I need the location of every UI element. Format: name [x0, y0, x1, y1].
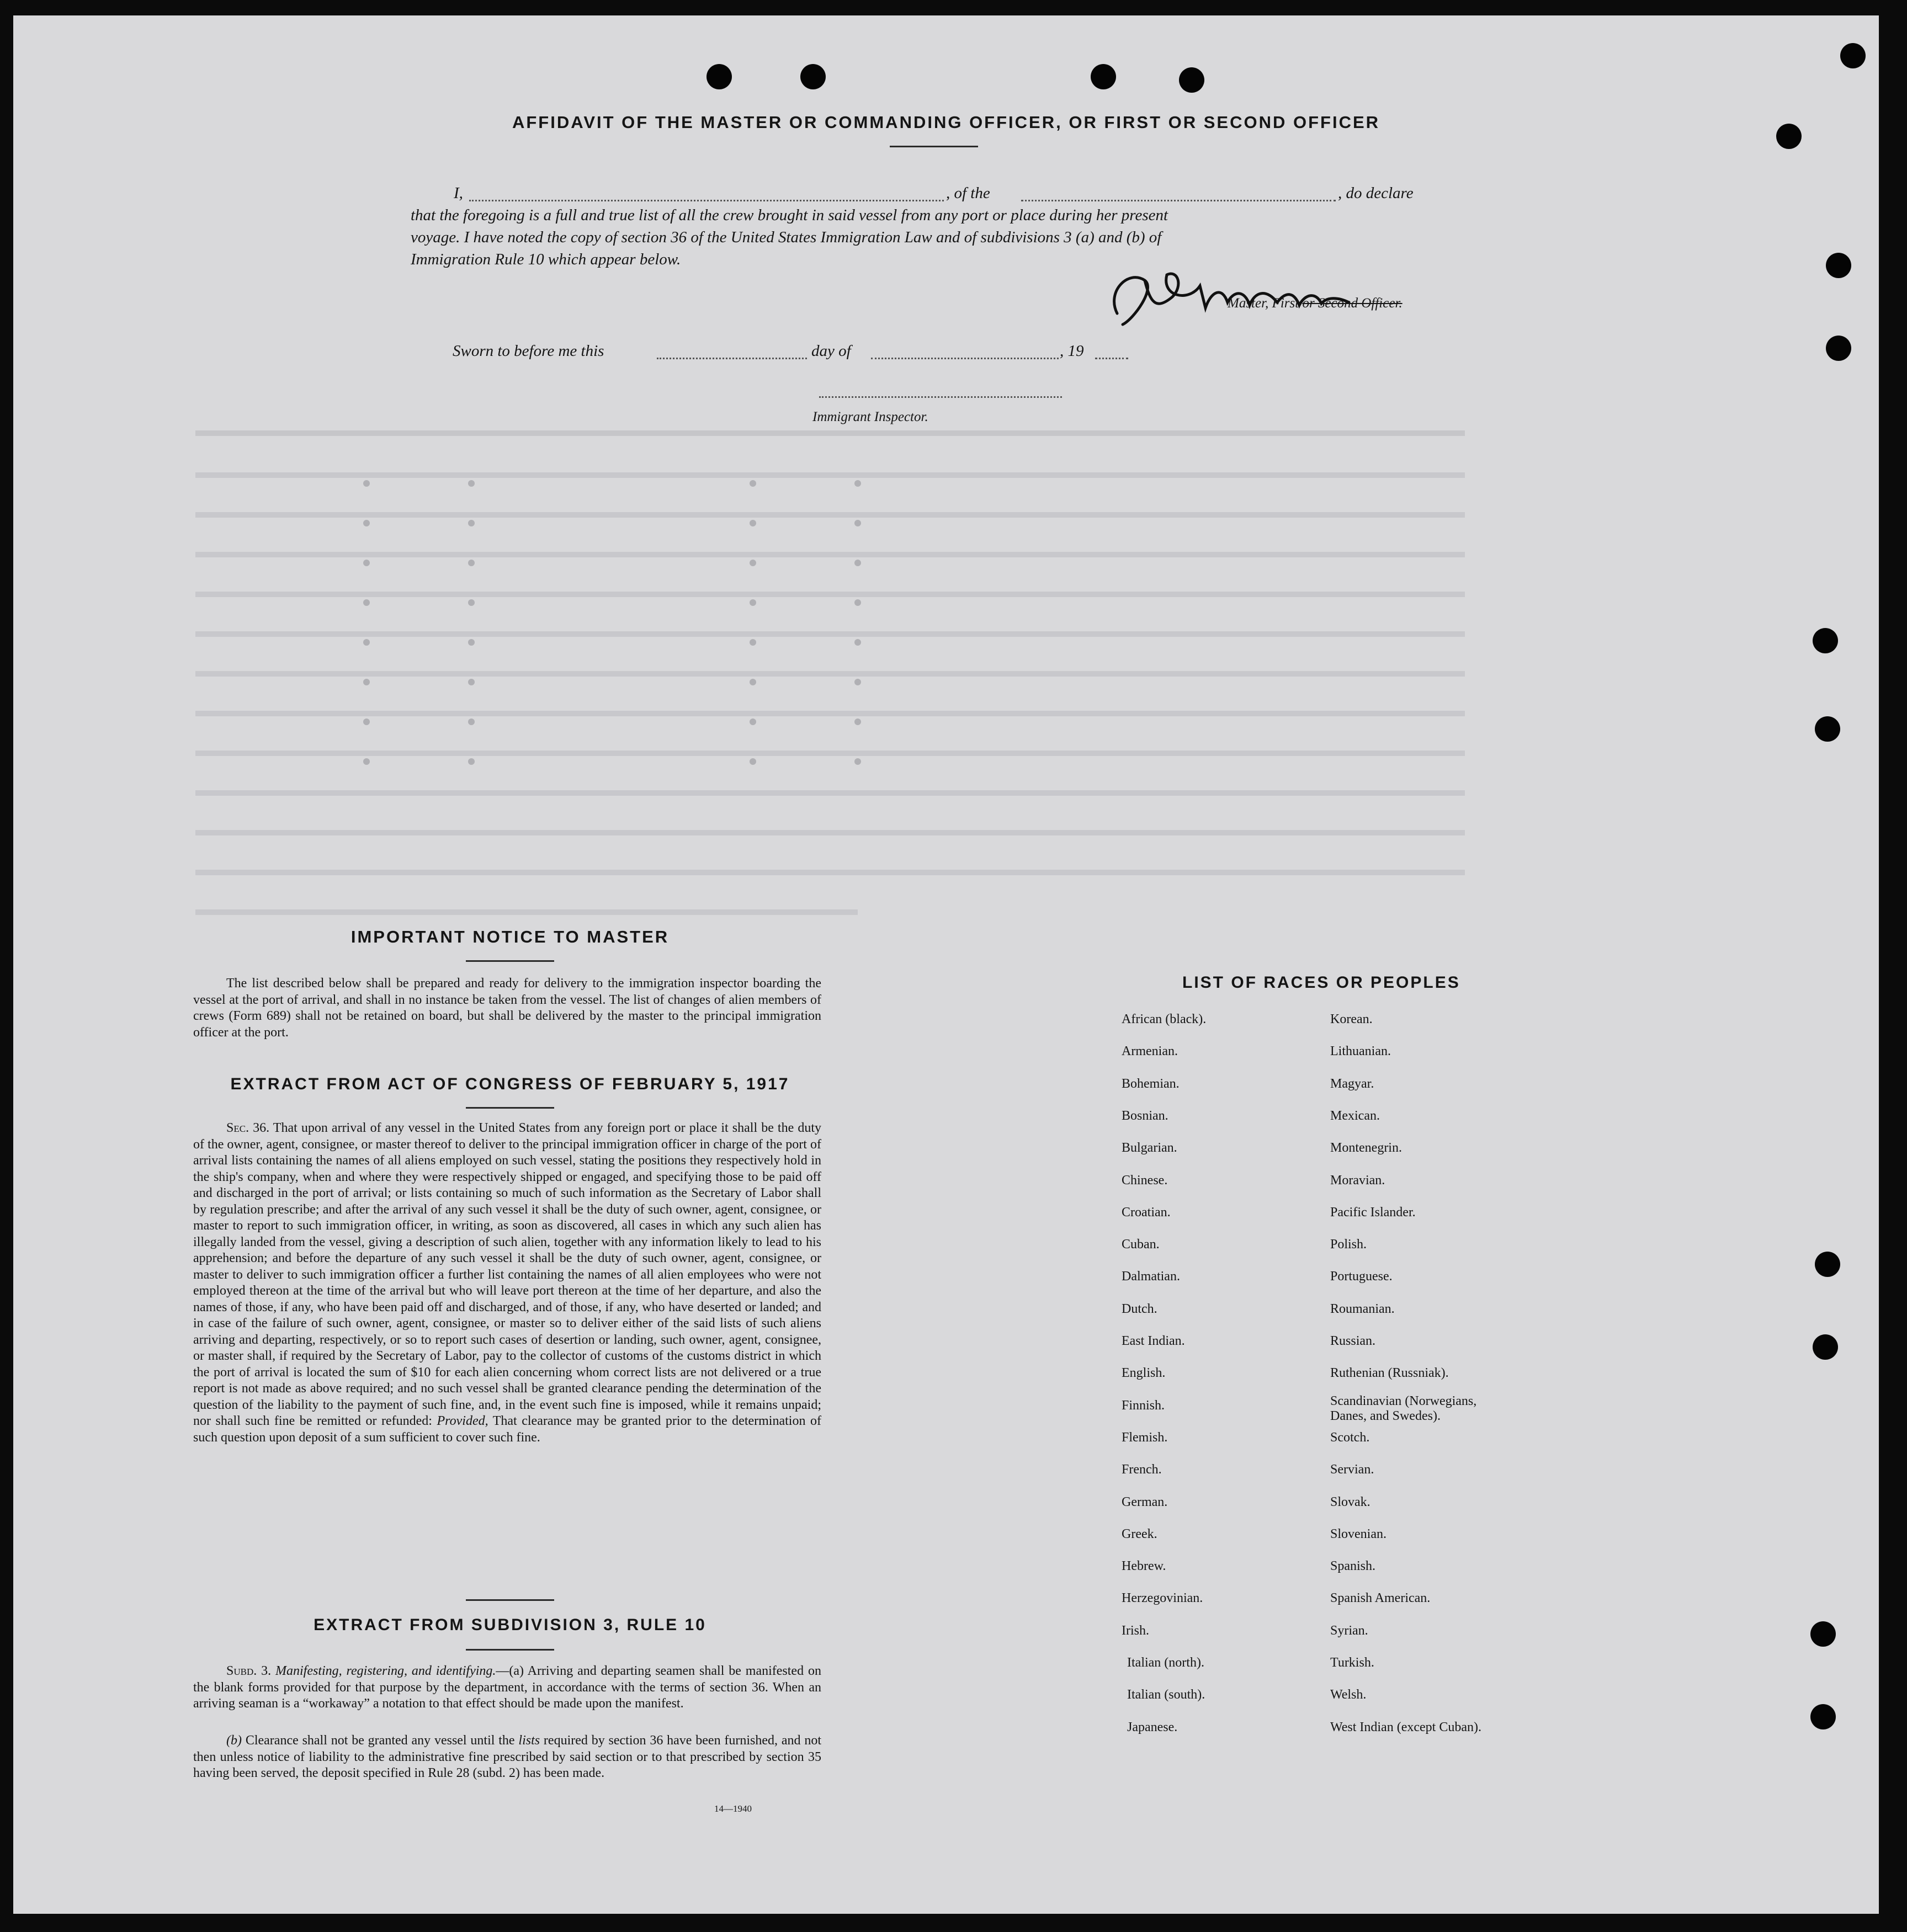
race-item: French.: [1122, 1462, 1162, 1477]
race-item: Cuban.: [1122, 1237, 1160, 1252]
race-item: Hebrew.: [1122, 1559, 1166, 1573]
affidavit-line-2: that the foregoing is a full and true list of all the crew brought in said vessel from any port or place during her present: [411, 206, 1168, 224]
sworn-day-blank[interactable]: [657, 358, 807, 359]
race-item: German.: [1122, 1495, 1168, 1509]
race-item: Greek.: [1122, 1527, 1157, 1541]
race-item: Lithuanian.: [1330, 1044, 1391, 1058]
title-rule: [890, 146, 978, 147]
document-page: [13, 15, 1879, 1914]
race-item: Russian.: [1330, 1334, 1376, 1348]
race-item: Irish.: [1122, 1624, 1149, 1638]
rule-b-label: (b): [226, 1733, 242, 1748]
officer-caption-master: Master, First: [1228, 296, 1299, 311]
race-item: Slovak.: [1330, 1495, 1371, 1509]
race-item: Syrian.: [1330, 1624, 1368, 1638]
race-item: Portuguese.: [1330, 1269, 1393, 1284]
race-item: Armenian.: [1122, 1044, 1178, 1058]
act-title: EXTRACT FROM ACT OF CONGRESS OF FEBRUARY 5, 1917: [230, 1075, 790, 1093]
act-provided: Provided,: [437, 1414, 488, 1428]
name-blank[interactable]: [469, 200, 944, 201]
act-body: That upon arrival of any vessel in the United States from any foreign port or place it shall be the duty of the owner, agent, consignee, or master thereof to deliver to the principal immigration officer in charge of the port of arrival lists containing the names of all aliens employed on such vessel, stating the positions they respectively hold in the ship's company, when and where they were respectively shipped or engaged, and specifying those to be paid off and discharged in the port of arrival; or lists containing so much of such information as the Secretary of Labor shall by regulation prescribe; and after the arrival of any such vessel it shall be the duty of such owner, agent, consignee, or master to report to such immigration officer, in writing, as soon as discovered, all cases in which any such alien has illegally landed from the vessel, giving a description of such alien, together with any information likely to lead to his apprehension; and before the departure of any such vessel it shall be the duty of such owner, agent, consignee, or master to deliver to such immigration officer a further list containing the names of all alien employees who were not employed thereon at the time of the arrival but who will leave port thereon at the time of her departure, and also the names of those, if any, who have been paid off and discharged, and of those, if any, who have deserted or landed; and in case of the failure of such owner, agent, consignee, or master so to deliver either of the said lists of such aliens arriving and departing, respectively, or so to report such cases of desertion or landing, such owner, agent, consignee, or master shall, if required by the Secretary of Labor, pay to the collector of customs of the customs district in which the port of arrival is located the sum of $10 for each alien concerning whom correct lists are not delivered or a true report is not made as above required; and no such vessel shall be granted clearance pending the determination of the question of the liability to the payment of such fine, and, in the event such fine is imposed, while it remains unpaid; nor shall such fine be remitted or refunded:: [193, 1121, 821, 1428]
affidavit-i: I,: [454, 184, 463, 202]
sworn-year-blank[interactable]: [1095, 358, 1128, 359]
race-item: Italian (south).: [1127, 1688, 1205, 1702]
master-signature: [1095, 258, 1437, 330]
races-title: LIST OF RACES OR PEOPLES: [1182, 973, 1460, 992]
race-item: West Indian (except Cuban).: [1330, 1720, 1481, 1734]
race-item: Dalmatian.: [1122, 1269, 1180, 1284]
affidavit-declare: , do declare: [1338, 184, 1414, 202]
race-item: Moravian.: [1330, 1173, 1385, 1188]
race-item: Finnish.: [1122, 1398, 1165, 1413]
day-of-label: day of: [811, 342, 851, 360]
notice-rule: [466, 960, 554, 962]
act-section-label: Sec. 36.: [226, 1121, 270, 1135]
rule-b-text: [193, 1733, 821, 1782]
act-end-rule: [466, 1599, 554, 1601]
rule-title: EXTRACT FROM SUBDIVISION 3, RULE 10: [314, 1616, 707, 1634]
rule-b-lists: lists: [518, 1733, 540, 1748]
act-body-end: That clearance may be granted prior to the determination of such question upon deposit of a sum sufficient to cover such fine.: [193, 1414, 821, 1445]
notice-text: The list described below shall be prepared and ready for delivery to the immigration inspector boarding the vessel at the port of arrival, and shall in no instance be taken from the vessel. The list of changes of alien members of crews (Form 689) shall not be retained on board, but shall be delivered by the master to the principal immigration officer at the port.: [193, 976, 821, 1040]
race-item: Spanish.: [1330, 1559, 1376, 1573]
race-item: Italian (north).: [1127, 1656, 1204, 1670]
rule-b-body-1: Clearance shall not be granted any vessel until the: [245, 1733, 515, 1748]
notice-title: IMPORTANT NOTICE TO MASTER: [350, 927, 670, 946]
inspector-signature-blank[interactable]: [819, 396, 1062, 398]
rule-a-body: Arriving and departing seamen shall be manifested on the blank forms provided for that purpose by the department, in accordance with the terms of section 36. When an arriving seaman is a “workaway” a notation to that effect should be made upon the manifest.: [193, 1664, 821, 1711]
race-item: Bosnian.: [1122, 1109, 1168, 1123]
race-item: Spanish American.: [1330, 1591, 1431, 1605]
form-number: 14—1940: [714, 1803, 752, 1814]
affidavit-of-the: , of the: [946, 184, 990, 202]
race-item: Montenegrin.: [1330, 1141, 1402, 1155]
year-label: , 19: [1060, 342, 1084, 360]
race-item: Korean.: [1330, 1012, 1373, 1026]
race-item: Magyar.: [1330, 1077, 1374, 1091]
rule-rule: [466, 1649, 554, 1651]
race-item: Welsh.: [1330, 1688, 1367, 1702]
rule-subd-label: Subd. 3.: [226, 1664, 272, 1678]
race-item: Chinese.: [1122, 1173, 1168, 1188]
affidavit-title: AFFIDAVIT OF THE MASTER OR COMMANDING OFFICER, OR FIRST OR SECOND OFFICER: [512, 113, 1380, 132]
race-item: Japanese.: [1127, 1720, 1178, 1734]
race-item: Flemish.: [1122, 1430, 1168, 1445]
race-item: Bulgarian.: [1122, 1141, 1177, 1155]
race-item: Roumanian.: [1330, 1302, 1395, 1316]
inspector-caption: Immigrant Inspector.: [812, 409, 928, 424]
sworn-month-blank[interactable]: [871, 358, 1059, 359]
act-text: [193, 1120, 821, 1446]
race-item: Dutch.: [1122, 1302, 1157, 1316]
race-item: Pacific Islander.: [1330, 1205, 1416, 1220]
vessel-blank[interactable]: [1021, 200, 1336, 201]
rule-subd-title: Manifesting, registering, and identifying.: [275, 1664, 496, 1678]
race-item: Croatian.: [1122, 1205, 1171, 1220]
rule-b-body-2: required by section 36 have been furnished, and not then unless notice of liability to the administrative fine prescribed by said section or to that prescribed by section 35 having been served, the deposit specified in Rule 28 (subd. 2) has been made.: [193, 1733, 822, 1780]
race-item: Herzegovinian.: [1122, 1591, 1203, 1605]
race-item: Scotch.: [1330, 1430, 1370, 1445]
race-item: Slovenian.: [1330, 1527, 1387, 1541]
race-item: Polish.: [1330, 1237, 1367, 1252]
race-item: African (black).: [1122, 1012, 1207, 1026]
race-item: Servian.: [1330, 1462, 1374, 1477]
race-item: Bohemian.: [1122, 1077, 1180, 1091]
race-item: Turkish.: [1330, 1656, 1374, 1670]
sworn-label: Sworn to before me this: [453, 342, 604, 360]
race-item: Scandinavian (Norwegians, Danes, and Swedes).: [1330, 1394, 1477, 1423]
affidavit-line-4: Immigration Rule 10 which appear below.: [411, 251, 681, 268]
race-item: English.: [1122, 1366, 1166, 1380]
officer-caption-struck: or Second Officer.: [1302, 296, 1403, 311]
rule-a-text: [193, 1663, 821, 1712]
race-item: East Indian.: [1122, 1334, 1185, 1348]
affidavit-line-3: voyage. I have noted the copy of section 36 of the United States Immigration Law and of subdivisions 3 (a) and (b) of: [411, 228, 1162, 246]
rule-a-label: —(a): [496, 1664, 524, 1678]
officer-caption: [1228, 296, 1403, 311]
race-item: Ruthenian (Russniak).: [1330, 1366, 1449, 1380]
race-item: Mexican.: [1330, 1109, 1380, 1123]
act-rule: [466, 1107, 554, 1109]
